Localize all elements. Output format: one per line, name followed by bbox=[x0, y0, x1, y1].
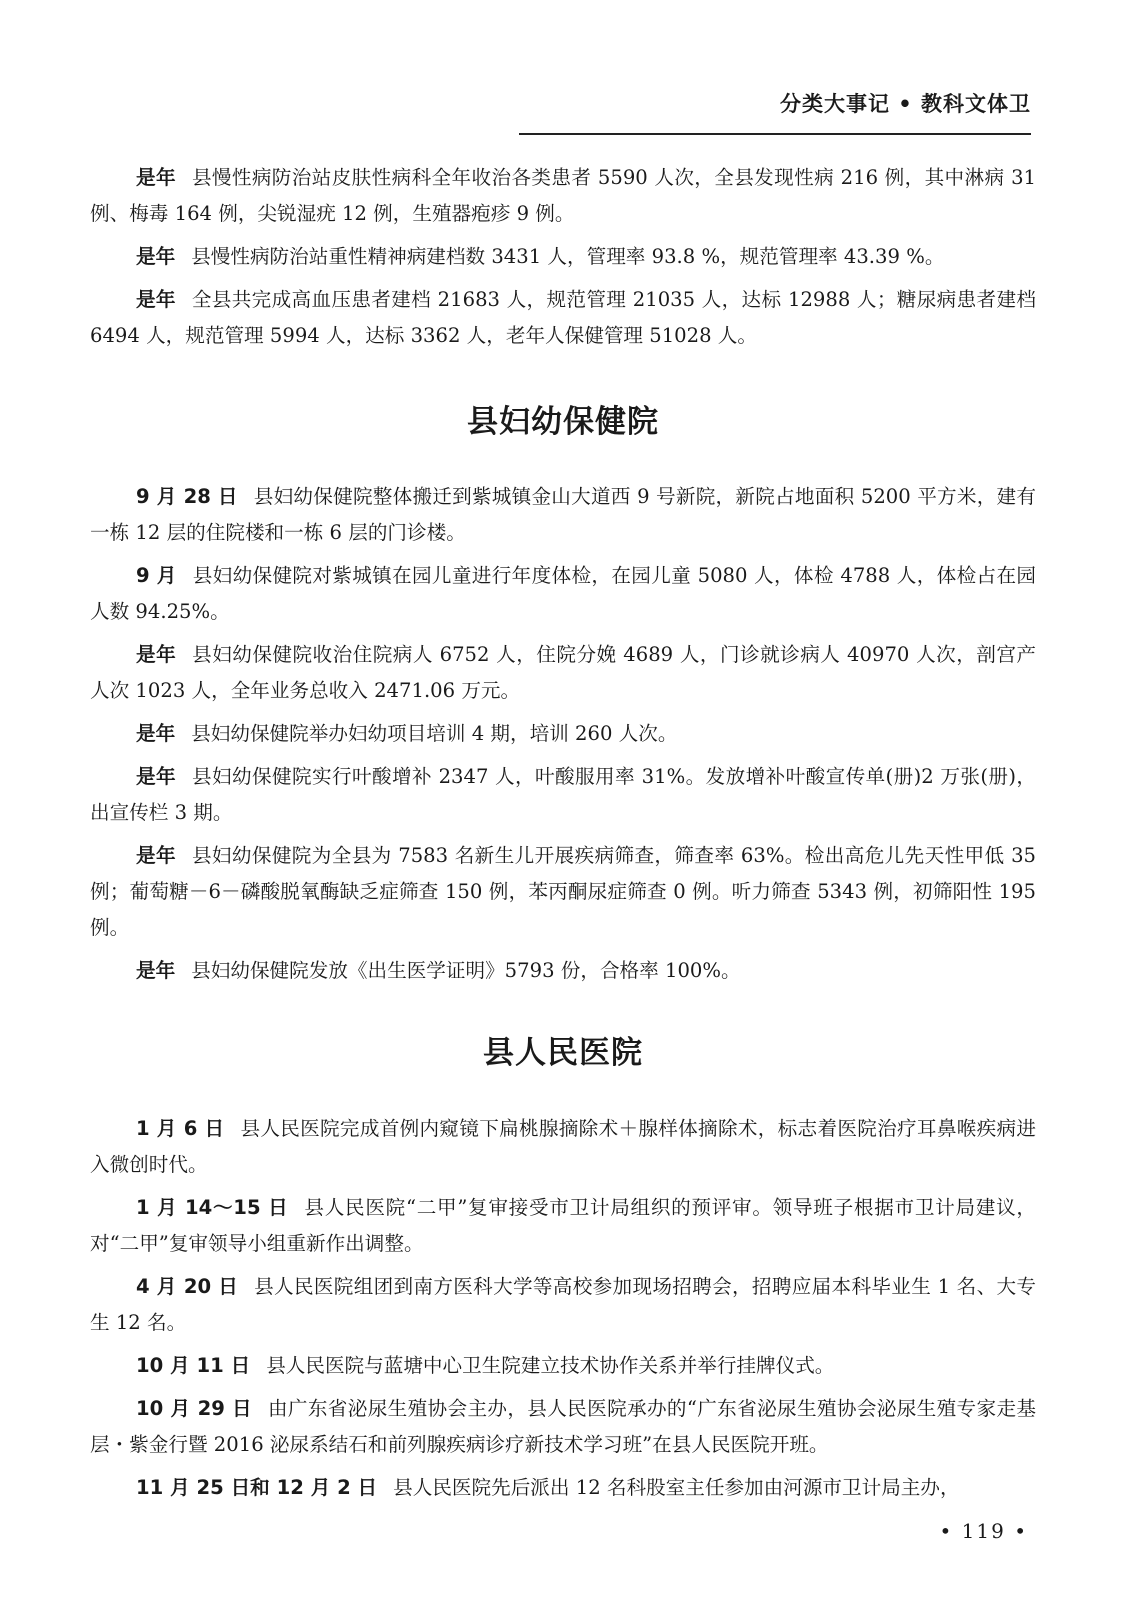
entry bbox=[90, 1391, 1036, 1463]
entry bbox=[90, 1269, 1036, 1341]
page-number: • 119 • bbox=[939, 1519, 1028, 1543]
entry-date: 是年 bbox=[136, 765, 176, 788]
section-people-hospital bbox=[90, 1027, 1036, 1506]
entry-text: 由广东省泌尿生殖协会主办，县人民医院承办的“广东省泌尿生殖协会泌尿生殖专家走基层・紫金行暨 2016 泌尿系结石和前列腺疾病诊疗新技术学习班”在县人民医院开班。 bbox=[90, 1397, 1036, 1456]
entry-date: 4 月 20 日 bbox=[136, 1275, 239, 1298]
entry-date: 10 月 29 日 bbox=[136, 1397, 252, 1420]
entry bbox=[90, 282, 1036, 354]
entry bbox=[90, 1348, 1036, 1384]
entry bbox=[90, 1111, 1036, 1183]
entry-text: 县人民医院“二甲”复审接受市卫计局组织的预评审。领导班子根据市卫计局建议，对“二甲”复审领导小组重新作出调整。 bbox=[90, 1196, 1036, 1255]
entry-text: 县慢性病防治站皮肤性病科全年收治各类患者 5590 人次，全县发现性病 216 例，其中淋病 31 例、梅毒 164 例，尖锐湿疣 12 例，生殖器疱疹 9 例。 bbox=[90, 166, 1036, 225]
entry-date: 1 月 14～15 日 bbox=[136, 1196, 289, 1219]
entry bbox=[90, 637, 1036, 709]
entry-text: 县妇幼保健院整体搬迁到紫城镇金山大道西 9 号新院，新院占地面积 5200 平方米，建有一栋 12 层的住院楼和一栋 6 层的门诊楼。 bbox=[90, 485, 1036, 544]
entry bbox=[90, 239, 1036, 275]
entry-text: 县妇幼保健院实行叶酸增补 2347 人，叶酸服用率 31%。发放增补叶酸宣传单(册)2 万张(册)，出宣传栏 3 期。 bbox=[90, 765, 1037, 824]
entry bbox=[90, 160, 1036, 232]
entry-date: 是年 bbox=[136, 288, 176, 311]
entry-date: 9 月 bbox=[136, 564, 177, 587]
entry-text: 县妇幼保健院举办妇幼项目培训 4 期，培训 260 人次。 bbox=[191, 722, 678, 745]
entry bbox=[90, 759, 1036, 831]
entry-text: 县人民医院完成首例内窥镜下扁桃腺摘除术＋腺样体摘除术，标志着医院治疗耳鼻喉疾病进入微创时代。 bbox=[90, 1117, 1036, 1176]
entry-text: 全县共完成高血压患者建档 21683 人，规范管理 21035 人，达标 12988 人；糖尿病患者建档 6494 人，规范管理 5994 人，达标 3362 人，老年人保健管理 51028 人。 bbox=[90, 288, 1036, 347]
entry-text: 县妇幼保健院对紫城镇在园儿童进行年度体检，在园儿童 5080 人，体检 4788 人，体检占在园人数 94.25%。 bbox=[90, 564, 1036, 623]
entry bbox=[90, 838, 1036, 946]
section-maternal-child-hospital bbox=[90, 396, 1036, 989]
entry-text: 县妇幼保健院收治住院病人 6752 人，住院分娩 4689 人，门诊就诊病人 40970 人次，剖宫产人次 1023 人，全年业务总收入 2471.06 万元。 bbox=[90, 643, 1037, 702]
entry-date: 是年 bbox=[136, 959, 176, 982]
entry-date: 9 月 28 日 bbox=[136, 485, 238, 508]
entry-date: 11 月 25 日和 12 月 2 日 bbox=[136, 1476, 378, 1499]
entry-text: 县人民医院先后派出 12 名科股室主任参加由河源市卫计局主办， bbox=[393, 1476, 960, 1499]
entry bbox=[90, 479, 1036, 551]
running-head: 分类大事记 • 教科文体卫 bbox=[779, 92, 1031, 116]
entry bbox=[90, 558, 1036, 630]
entry-text: 县妇幼保健院发放《出生医学证明》5793 份，合格率 100%。 bbox=[191, 959, 741, 982]
entry-date: 是年 bbox=[136, 166, 176, 189]
page-body bbox=[90, 160, 1036, 1513]
entry-text: 县妇幼保健院为全县为 7583 名新生儿开展疾病筛查，筛查率 63%。检出高危儿先天性甲低 35 例；葡萄糖－6－磷酸脱氧酶缺乏症筛查 150 例，苯丙酮尿症筛查 0 例。听力筛查 5343 例，初筛阳性 195 例。 bbox=[90, 844, 1037, 939]
entry bbox=[90, 1190, 1036, 1262]
entry-date: 是年 bbox=[136, 722, 176, 745]
entry-text: 县人民医院与蓝塘中心卫生院建立技术协作关系并举行挂牌仪式。 bbox=[266, 1354, 835, 1377]
header-rule bbox=[519, 133, 1031, 135]
section-title: 县人民医院 bbox=[483, 1035, 643, 1071]
entry-date: 10 月 11 日 bbox=[136, 1354, 251, 1377]
entry-date: 是年 bbox=[136, 245, 176, 268]
section-title: 县妇幼保健院 bbox=[467, 404, 659, 440]
entry-text: 县人民医院组团到南方医科大学等高校参加现场招聘会，招聘应届本科毕业生 1 名、大专生 12 名。 bbox=[90, 1275, 1036, 1334]
entry bbox=[90, 953, 1036, 989]
entry-text: 县慢性病防治站重性精神病建档数 3431 人，管理率 93.8 %，规范管理率 43.39 %。 bbox=[191, 245, 945, 268]
entry-date: 是年 bbox=[136, 844, 176, 867]
intro-entries bbox=[90, 160, 1036, 354]
entry bbox=[90, 1470, 1036, 1506]
entry bbox=[90, 716, 1036, 752]
entry-date: 1 月 6 日 bbox=[136, 1117, 225, 1140]
entry-date: 是年 bbox=[136, 643, 177, 666]
